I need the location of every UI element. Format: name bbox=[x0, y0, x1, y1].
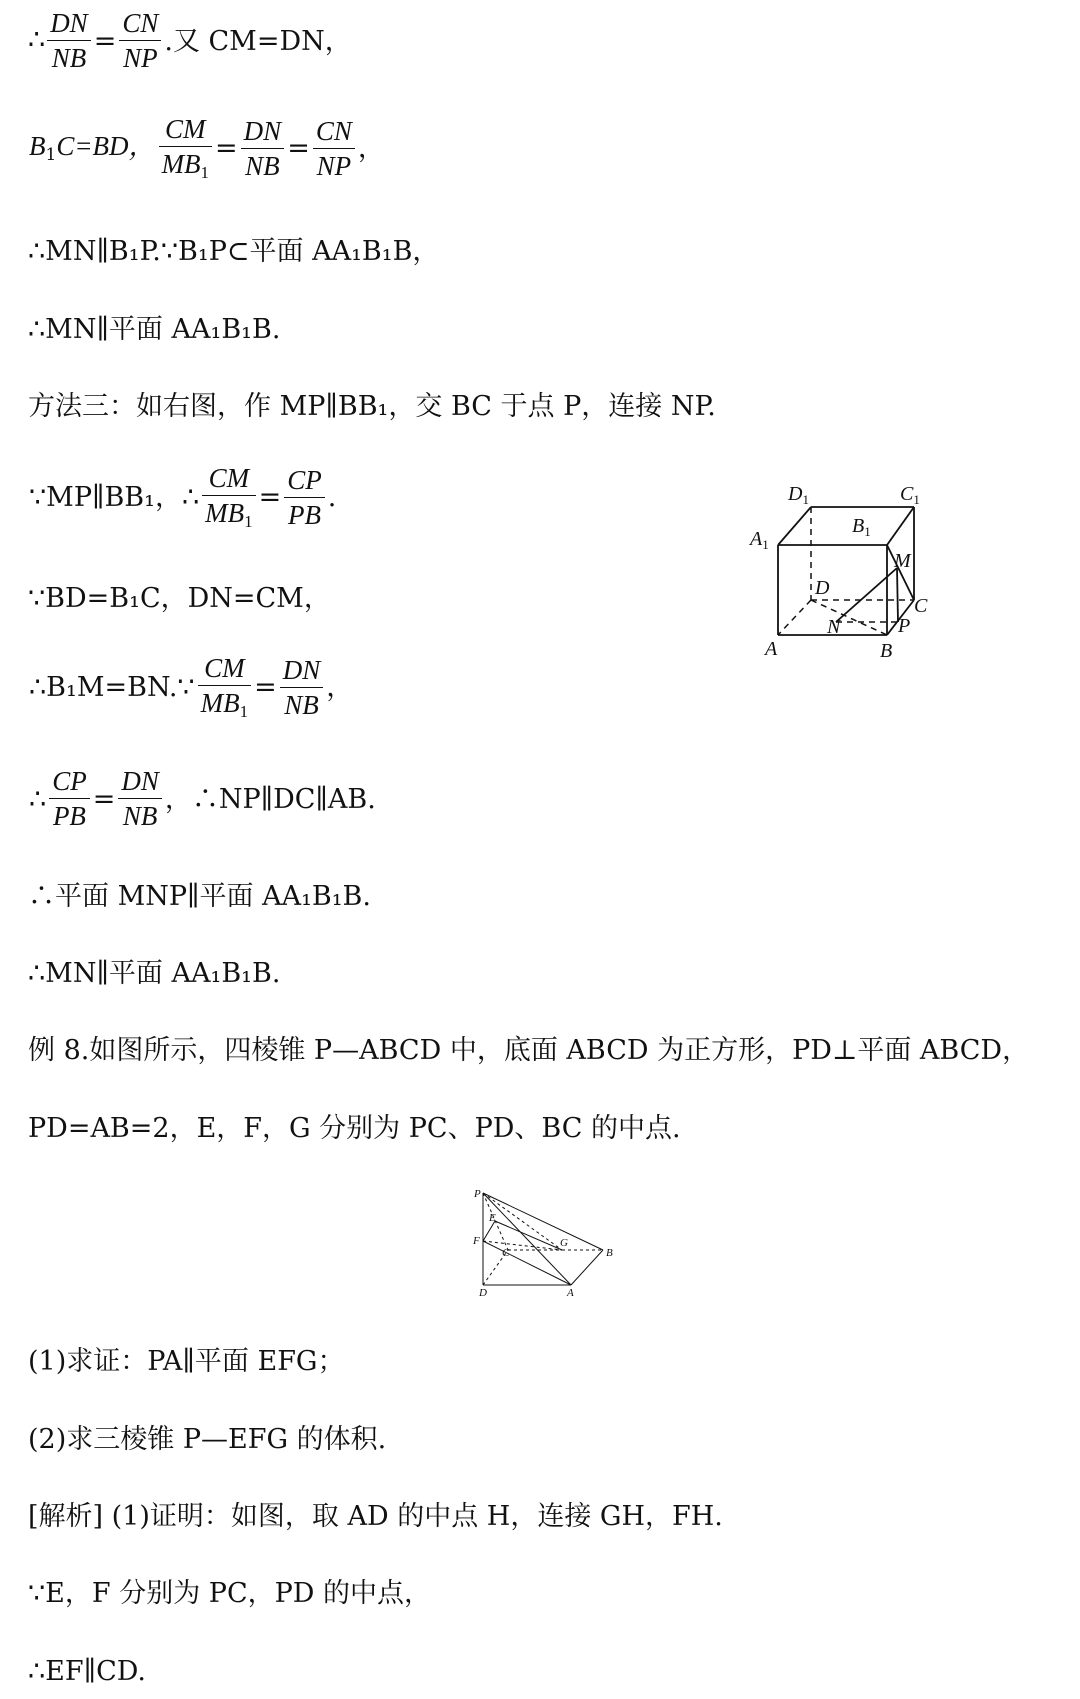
solution-line-3: ∴EF∥CD. bbox=[28, 1656, 147, 1687]
label-c1: C bbox=[900, 483, 914, 505]
solution-start: [解析] (1)证明：如图，取 AD 的中点 H，连接 GH，FH. bbox=[28, 1501, 723, 1532]
label-c: C bbox=[502, 1247, 510, 1259]
fraction-cm-mb1: $\frac{CM}{MB_1}$ bbox=[159, 116, 212, 181]
pyramid-figure bbox=[465, 1180, 625, 1300]
fraction-cp-pb: $\frac{CP}{PB}$ bbox=[49, 768, 90, 830]
label-b1: B bbox=[852, 515, 865, 537]
proof-line-9: ∴ $\frac{CP}{PB}$ = $\frac{DN}{NB}$ ，∴NP∥DC∥AB. bbox=[29, 766, 376, 831]
label-f: F bbox=[473, 1235, 480, 1247]
label-a: A bbox=[567, 1287, 574, 1299]
fraction-dn-nb: $\frac{DN}{NB}$ bbox=[280, 657, 324, 719]
fraction-dn-nb: $\frac{DN}{NB}$ bbox=[241, 118, 285, 180]
fraction-cn-np: $\frac{CN}{NP}$ bbox=[119, 10, 161, 72]
proof-line-7: ∵BD=B₁C，DN=CM， bbox=[28, 583, 331, 614]
therefore-symbol: ∴ bbox=[28, 24, 46, 56]
svg-text:A1: $A_1$ bbox=[750, 528, 769, 552]
fraction-cn-np: $\frac{CN}{NP}$ bbox=[313, 118, 355, 180]
label-p: P bbox=[898, 615, 911, 637]
fraction-dn-nb: $\frac{DN}{NB}$ bbox=[118, 768, 162, 830]
proof-line-6: ∵MP∥BB₁，∴ $\frac{CM}{MB_1}$ = $\frac{CP}{PB}$ . bbox=[29, 463, 337, 531]
proof-line-11: ∴MN∥平面 AA₁B₁B. bbox=[28, 958, 281, 989]
fraction-dn-nb: $\frac{DN}{NB}$ bbox=[47, 10, 91, 72]
label-d1: D bbox=[788, 483, 803, 505]
method-three-line: 方法三：如右图，作 MP∥BB₁，交 BC 于点 P，连接 NP. bbox=[28, 391, 716, 422]
svg-text:C1: $C_1$ bbox=[900, 483, 920, 507]
label-p: P bbox=[474, 1188, 481, 1200]
proof-line-10: ∴平面 MNP∥平面 AA₁B₁B. bbox=[28, 881, 371, 912]
svg-text:D1: $D_1$ bbox=[788, 483, 809, 507]
example-8-statement-cont: PD=AB=2，E，F，G 分别为 PC、PD、BC 的中点. bbox=[28, 1113, 681, 1144]
fraction-cm-mb1: $\frac{CM}{MB_1}$ bbox=[202, 465, 255, 530]
proof-line-4: ∴MN∥平面 AA₁B₁B. bbox=[28, 314, 281, 345]
fraction-cp-pb: $\frac{CP}{PB}$ bbox=[284, 467, 325, 529]
proof-line-1: ∴ $\frac{DN}{NB}$ = $\frac{CN}{NP}$ .又 CM=DN， bbox=[28, 8, 352, 73]
label-b: B bbox=[880, 640, 893, 662]
label-a1: A bbox=[750, 528, 763, 550]
proof-line-8: ∴B₁M=BN.∵ $\frac{CM}{MB_1}$ = $\frac{DN}{NB}$ ， bbox=[29, 653, 354, 721]
label-a: A bbox=[765, 638, 778, 660]
cube-figure bbox=[740, 470, 940, 670]
label-n: N bbox=[827, 616, 841, 638]
label-c: C bbox=[914, 595, 928, 617]
label-d: D bbox=[479, 1287, 487, 1299]
question-1: (1)求证：PA∥平面 EFG； bbox=[28, 1346, 345, 1377]
fraction-cm-mb1: $\frac{CM}{MB_1}$ bbox=[198, 655, 251, 720]
label-e: E bbox=[489, 1212, 496, 1224]
example-8-statement: 例 8.如图所示，四棱锥 P—ABCD 中，底面 ABCD 为正方形，PD⊥平面 ABCD， bbox=[28, 1035, 1030, 1066]
label-b: B bbox=[606, 1247, 613, 1259]
svg-text:B1: $B_1$ bbox=[852, 515, 871, 539]
question-2: (2)求三棱锥 P—EFG 的体积. bbox=[28, 1424, 387, 1455]
proof-line-3: ∴MN∥B₁P.∵B₁P⊂平面 AA₁B₁B， bbox=[28, 236, 440, 267]
label-m: M bbox=[894, 550, 911, 572]
label-d: D bbox=[815, 577, 830, 599]
label-g: G bbox=[560, 1237, 568, 1249]
proof-line-2: $B_1C=BD$， $\frac{CM}{MB_1}$ = $\frac{DN}{NB}$ = $\frac{CN}{NP}$ ， bbox=[29, 114, 385, 182]
solution-line-2: ∵E，F 分别为 PC，PD 的中点， bbox=[28, 1578, 432, 1609]
